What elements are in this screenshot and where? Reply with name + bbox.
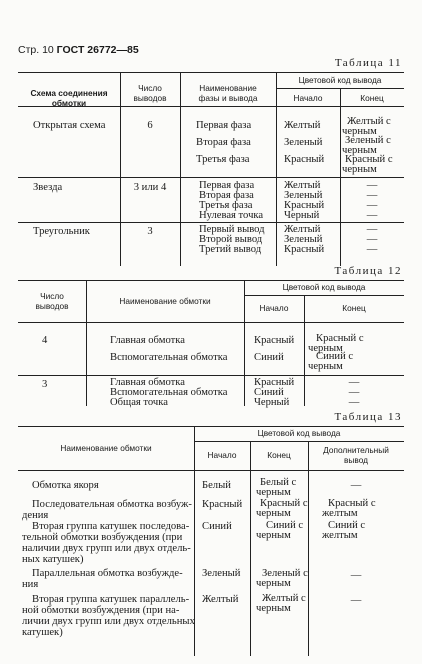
table-cell-start: Красный [284, 154, 325, 165]
table-cell-start: Синий [202, 521, 232, 532]
table-cell-ends: — — — [348, 377, 360, 408]
column-header-start: Начало [259, 303, 289, 313]
page-header [18, 44, 139, 56]
column-header-name: Наименование фазы и вывода [198, 83, 258, 103]
table-cell-names: Первая фаза Вторая фаза Третья фаза Нулевая точка [199, 180, 264, 221]
table-cell-name: Параллельная обмотка возбужде- ния [22, 568, 183, 590]
table-cell-end: Красный с черным [342, 154, 393, 175]
table-cell-end: Белый с черным [256, 477, 297, 498]
table-cell-scheme: Треугольник [33, 226, 90, 237]
table-cell-name: Первая фаза [196, 120, 252, 131]
column-header-end: Конец [267, 450, 291, 460]
table-cell-name: Последовательная обмотка возбуж- дения [22, 499, 192, 521]
standard-number: ГОСТ 26772—85 [56, 44, 139, 56]
table-cell-start: Белый [202, 480, 231, 491]
table-cell-name: Вторая группа катушек последова- тельной обмотки возбуждения (при наличии двух групп или двух отдель- ных катушек) [22, 521, 191, 565]
table-rule [244, 295, 404, 296]
column-rule [250, 441, 251, 656]
column-header-scheme: Схема соединения обмотки [30, 88, 108, 108]
table-cell-starts: Желтый Зеленый Красный Черный [284, 180, 325, 221]
table-cell-count: 3 [42, 379, 48, 390]
column-rule [244, 280, 245, 406]
table-cell-count: 3 или 4 [133, 182, 167, 193]
column-header-end: Конец [360, 93, 384, 103]
column-header-color-code: Цветовой код вывода [282, 282, 366, 292]
table-cell-count: 3 [147, 226, 153, 237]
table-caption: Таблица 11 [334, 57, 402, 69]
table-cell-end: Синий с черным [308, 351, 354, 372]
table-cell-start: Желтый [202, 594, 239, 605]
column-header-start: Начало [293, 93, 323, 103]
table-caption: Таблица 12 [334, 265, 402, 277]
table-cell-name: Вторая фаза [196, 137, 251, 148]
table-cell-start: Желтый [284, 120, 321, 131]
table-cell-ends: — — — — [366, 180, 378, 221]
table-cell-end: Красный с черным [256, 498, 308, 519]
table-cell-scheme: Открытая схема [33, 120, 106, 131]
table-cell-name: Вспомогательная обмотка [110, 352, 228, 363]
table-cell-names: Главная обмотка Вспомогательная обмотка Общая точка [110, 377, 228, 408]
table-cell-name: Обмотка якоря [32, 480, 99, 491]
table-cell-end: Красный с черным [308, 333, 364, 354]
table-caption: Таблица 13 [334, 411, 402, 423]
table-cell-end: Желтый с черным [256, 593, 306, 614]
table-rule [194, 441, 404, 442]
table-cell-start: Красный [254, 335, 295, 346]
table-rule [18, 177, 404, 178]
table-rule [18, 280, 404, 281]
column-header-end: Конец [342, 303, 366, 313]
column-header-extra: Дополнительный вывод [323, 445, 389, 465]
table-cell-ends: — — — [366, 224, 378, 255]
table-cell-extra: Красный с желтым [322, 498, 376, 519]
page-label: Стр. 10 [18, 44, 54, 56]
table-cell-count: 6 [147, 120, 153, 131]
table-rule [18, 222, 404, 223]
table-cell-start: Зеленый [284, 137, 323, 148]
table-rule [18, 72, 404, 73]
table-cell-scheme: Звезда [33, 182, 63, 193]
table-rule [18, 322, 404, 323]
table-cell-start: Синий [254, 352, 284, 363]
table-cell-end: Зеленый с черным [342, 135, 391, 156]
table-cell-extra: — [350, 480, 362, 491]
table-cell-end: Синий с черным [256, 520, 304, 541]
table-cell-name: Главная обмотка [110, 335, 185, 346]
table-cell-name: Третья фаза [196, 154, 250, 165]
table-cell-name: Вторая группа катушек параллель- ной обмотки возбуждения (при на- личии двух групп или двух отдельных катушек) [22, 594, 195, 638]
table-cell-extra: — [350, 570, 362, 581]
table-cell-end: Зеленый с черным [256, 568, 308, 589]
table-cell-end: Желтый с черным [342, 116, 391, 137]
table-cell-count: 4 [42, 335, 48, 346]
column-header-name: Наименование обмотки [119, 296, 211, 306]
table-cell-extra: — [350, 595, 362, 606]
table-rule [18, 426, 404, 427]
table-rule [18, 470, 404, 471]
table-cell-names: Первый вывод Второй вывод Третий вывод [199, 224, 265, 255]
column-header-color-code: Цветовой код вывода [298, 75, 382, 85]
column-header-color-code: Цветовой код вывода [257, 428, 341, 438]
column-header-name: Наименование обмотки [60, 443, 152, 453]
column-header-count: Число выводов [35, 291, 69, 311]
table-cell-starts: Красный Синий Черный [254, 377, 295, 408]
table-cell-start: Красный [202, 499, 243, 510]
table-cell-start: Зеленый [202, 568, 241, 579]
table-rule [18, 375, 404, 376]
column-header-start: Начало [207, 450, 237, 460]
column-rule [308, 441, 309, 656]
column-header-count: Число выводов [133, 83, 167, 103]
table-cell-extra: Синий с желтым [322, 520, 366, 541]
table-cell-starts: Желтый Зеленый Красный [284, 224, 325, 255]
